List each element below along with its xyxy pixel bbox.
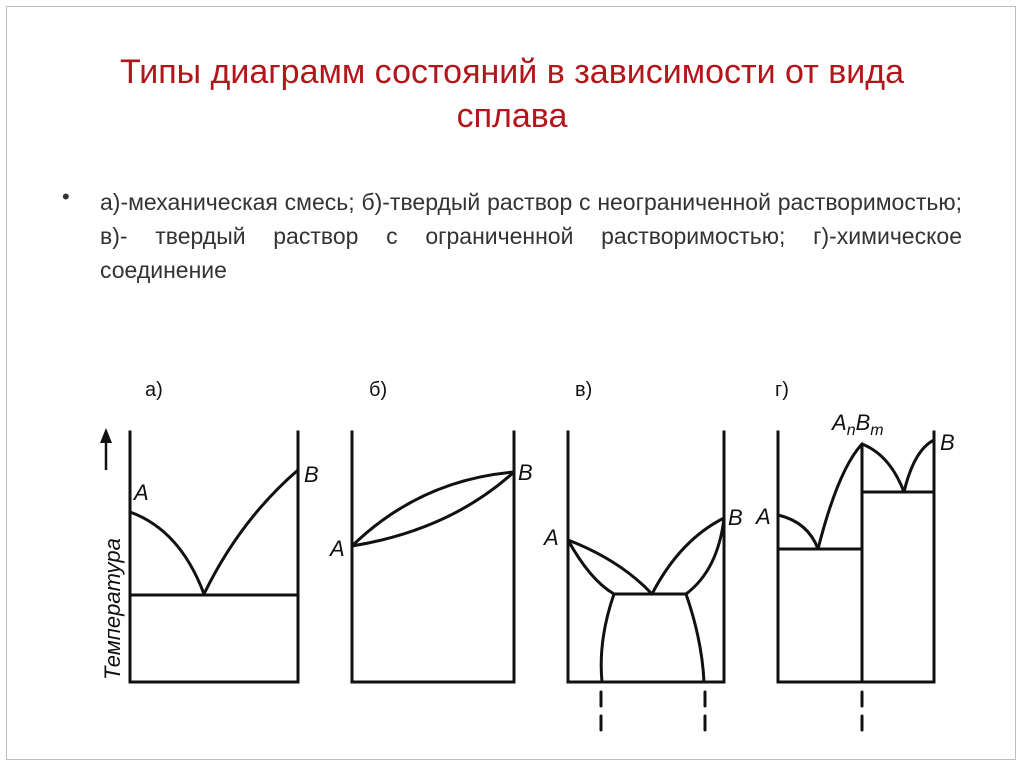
diagram-d-label-A: A xyxy=(756,504,771,529)
y-axis-label: Температура xyxy=(100,538,125,680)
diagram-d-label-B: B xyxy=(940,430,955,455)
diagram-c-liquidus-left xyxy=(568,540,652,594)
diagram-b-label-B: B xyxy=(518,460,533,485)
diagram-b xyxy=(328,379,533,682)
diagram-b-frame xyxy=(352,432,514,682)
diagram-a-label: а) xyxy=(145,379,163,401)
diagram-a-liquidus-left xyxy=(130,512,204,594)
diagram-d-liquidus-1 xyxy=(778,515,818,549)
diagram-d-liquidus-3 xyxy=(862,444,904,492)
diagram-a-liquidus-right xyxy=(204,470,298,594)
diagram-c xyxy=(542,379,743,730)
diagram-b-label-A: A xyxy=(330,536,345,561)
diagram-a-label-A: A xyxy=(134,480,149,505)
diagram-d xyxy=(754,379,955,730)
diagram-c-solvus-left xyxy=(601,594,614,682)
bullet-marker: • xyxy=(62,184,70,209)
diagram-c-label: в) xyxy=(575,379,593,401)
diagram-d-liquidus-2 xyxy=(818,444,862,549)
diagram-a-label-B: B xyxy=(304,462,319,487)
diagram-d-label: г) xyxy=(775,379,789,401)
diagram-c-label-A: A xyxy=(544,525,559,550)
diagram-d-liquidus-4 xyxy=(904,440,934,492)
temperature-arrow-head xyxy=(100,428,112,443)
diagram-b-liquidus xyxy=(352,472,514,546)
diagram-d-compound-label: AnBm xyxy=(832,410,884,439)
diagram-c-solidus-left xyxy=(568,540,614,594)
diagram-b-label: б) xyxy=(369,379,388,401)
diagram-c-label-B: B xyxy=(728,505,743,530)
slide-title: Типы диаграмм состояний в зависимости от вида сплава xyxy=(119,53,905,135)
diagram-a xyxy=(100,379,319,682)
diagram-b-solidus xyxy=(352,472,514,546)
diagram-c-solvus-right xyxy=(686,594,704,682)
bullet-text: а)-механическая смесь; б)-твердый раствор с неограниченной растворимостью; в)- твердый раствор с ограниченной растворимостью; г)-химическое соединение xyxy=(100,189,962,283)
diagram-a-frame xyxy=(130,432,298,682)
